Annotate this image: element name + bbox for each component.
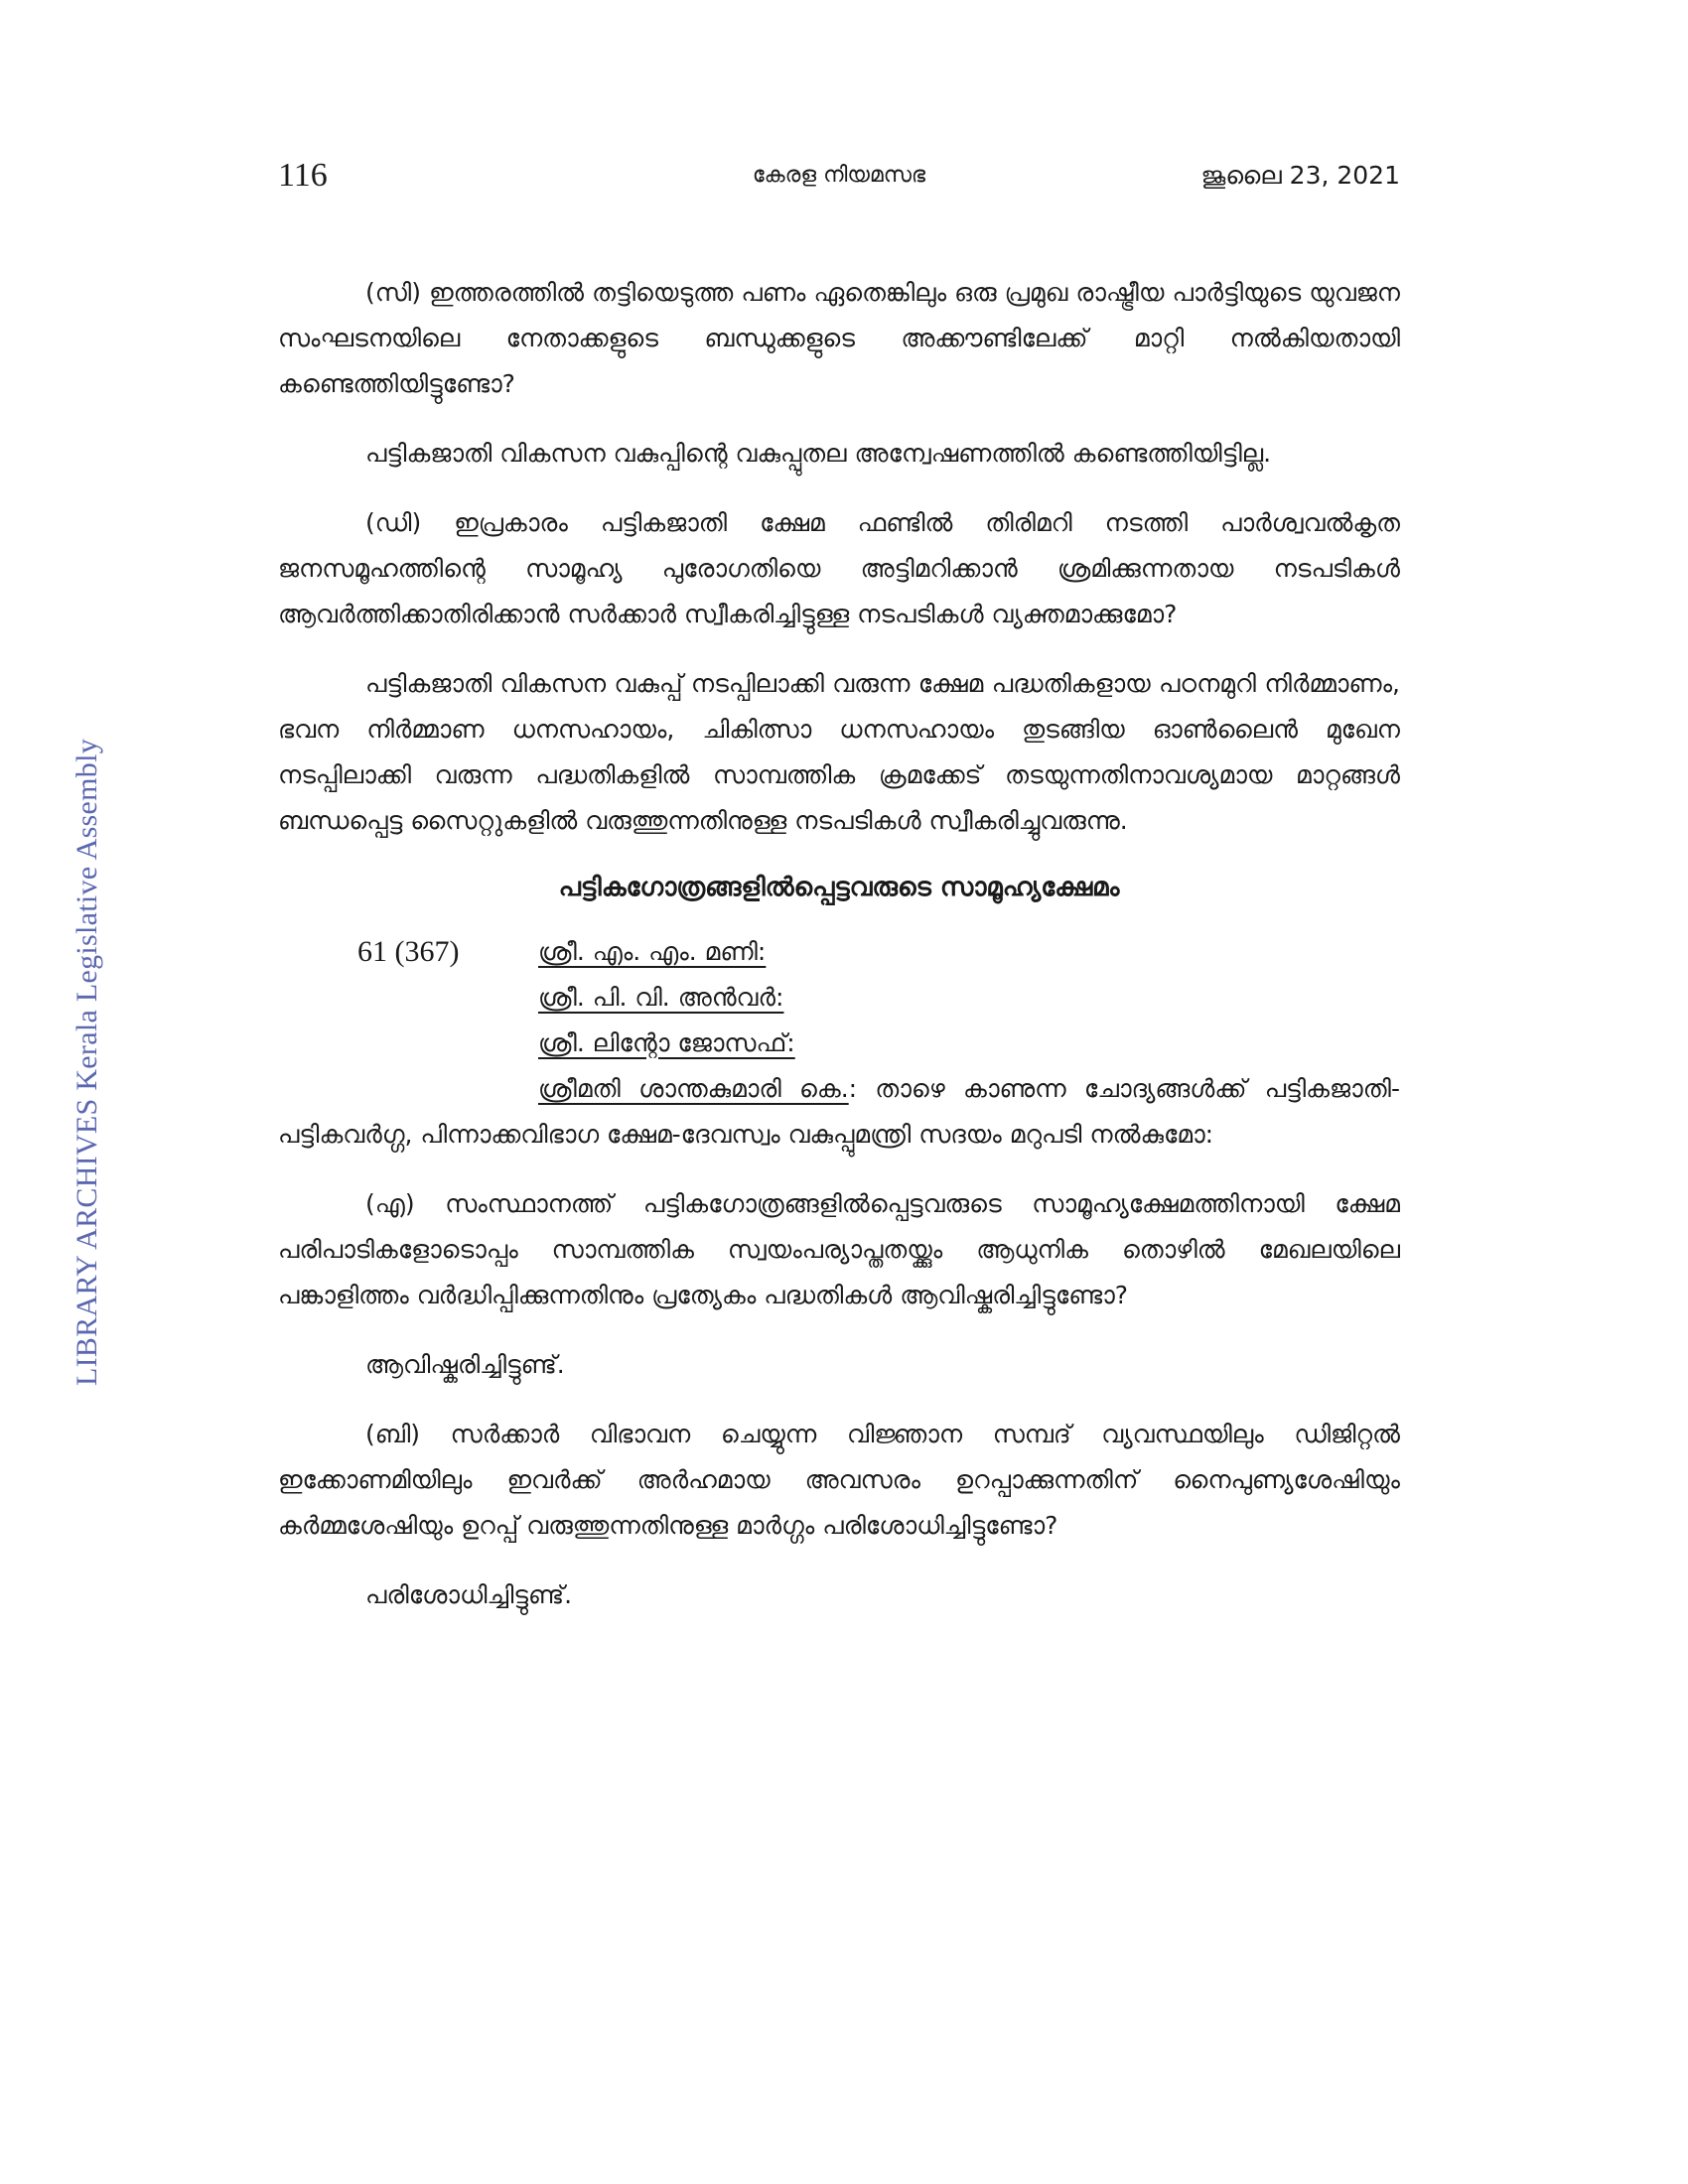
- member-name: ശ്രീ. ലിന്റോ ജോസഫ്:: [538, 1028, 795, 1057]
- member-name: ശ്രീ. പി. വി. അൻവർ:: [538, 983, 784, 1012]
- question-a: (എ) സംസ്ഥാനത്ത് പട്ടികഗോത്രങ്ങളിൽപ്പെട്ടവരുടെ സാമൂഹ്യക്ഷേമത്തിനായി ക്ഷേമ പരിപാടികളോടൊപ്പം സാമ്പത്തിക സ്വയംപര്യാപ്തതയ്ക്കും ആധുനിക തൊഴിൽ മേഖലയിലെ പങ്കാളിത്തം വർദ്ധിപ്പിക്കുന്നതിനും പ്രത്യേകം പദ്ധതികൾ ആവിഷ്കരിച്ചിട്ടുണ്ടോ?: [278, 1189, 1400, 1309]
- header-date: ജൂലൈ 23, 2021: [1200, 161, 1400, 190]
- section-heading: പട്ടികഗോത്രങ്ങളിൽപ്പെട്ടവരുടെ സാമൂഹ്യക്ഷേമം: [558, 873, 1120, 902]
- question-c: (സി) ഇത്തരത്തിൽ തട്ടിയെടുത്ത പണം ഏതെങ്കിലും ഒരു പ്രമുഖ രാഷ്ട്രീയ പാർട്ടിയുടെ യുവജന സംഘടനയിലെ നേതാക്കളുടെ ബന്ധുക്കളുടെ അക്കൗണ്ടിലേക്ക് മാറ്റി നൽകിയതായി കണ്ടെത്തിയിട്ടുണ്ടോ?: [278, 278, 1400, 398]
- answer-b: പരിശോധിച്ചിട്ടുണ്ട്.: [365, 1580, 573, 1609]
- question-intro-text: : താഴെ കാണുന്ന ചോദ്യങ്ങൾക്ക് പട്ടികജാതി-പട്ടികവർഗ്ഗ, പിന്നാക്കവിഭാഗ ക്ഷേമ-ദേവസ്വം വകുപ്പുമന്ത്രി സദയം മറുപടി നൽകുമോ:: [278, 1074, 1400, 1149]
- answer-a: ആവിഷ്കരിച്ചിട്ടുണ്ട്.: [365, 1350, 565, 1379]
- page-header: [278, 157, 1400, 206]
- answer-d: പട്ടികജാതി വികസന വകുപ്പ് നടപ്പിലാക്കി വരുന്ന ക്ഷേമ പദ്ധതികളായ പഠനമുറി നിർമ്മാണം, ഭവന നിർമ്മാണ ധനസഹായം, ചികിത്സാ ധനസഹായം തുടങ്ങിയ ഓൺലൈൻ മുഖേന നടപ്പിലാക്കി വരുന്ന പദ്ധതികളിൽ സാമ്പത്തിക ക്രമക്കേട് തടയുന്നതിനാവശ്യമായ മാറ്റങ്ങൾ ബന്ധപ്പെട്ട സൈറ്റുകളിൽ വരുത്തുന്നതിനുള്ള നടപടികൾ സ്വീകരിച്ചുവരുന്നു.: [278, 669, 1400, 835]
- answer-c: പട്ടികജാതി വികസന വകുപ്പിന്റെ വകുപ്പുതല അന്വേഷണത്തിൽ കണ്ടെത്തിയിട്ടില്ല.: [365, 439, 1272, 468]
- page-content: [278, 270, 1400, 1642]
- question-b: (ബി) സർക്കാർ വിഭാവന ചെയ്യുന്ന വിജ്ഞാന സമ്പദ് വ്യവസ്ഥയിലും ഡിജിറ്റൽ ഇക്കോണമിയിലും ഇവർക്ക് അർഹമായ അവസരം ഉറപ്പാക്കുന്നതിന് നൈപുണ്യശേഷിയും കർമ്മശേഷിയും ഉറപ്പ് വരുത്തുന്നതിനുള്ള മാർഗ്ഗം പരിശോധിച്ചിട്ടുണ്ടോ?: [278, 1420, 1400, 1540]
- header-title: കേരള നിയമസഭ: [752, 163, 926, 188]
- member-name: ശ്രീമതി ശാന്തകുമാരി കെ.: [538, 1074, 849, 1103]
- member-name: ശ്രീ. എം. എം. മണി:: [538, 937, 767, 966]
- question-d: (ഡി) ഇപ്രകാരം പട്ടികജാതി ക്ഷേമ ഫണ്ടിൽ തിരിമറി നടത്തി പാർശ്വവൽകൃത ജനസമൂഹത്തിന്റെ സാമൂഹ്യ പുരോഗതിയെ അട്ടിമറിക്കാൻ ശ്രമിക്കുന്നതായ നടപടികൾ ആവർത്തിക്കാതിരിക്കാൻ സർക്കാർ സ്വീകരിച്ചിട്ടുള്ള നടപടികൾ വ്യക്തമാക്കുമോ?: [278, 508, 1400, 628]
- question-number: 61 (367): [357, 935, 460, 968]
- page-number: 116: [278, 157, 328, 194]
- question-members: [278, 929, 1400, 1066]
- archive-watermark: LIBRARY ARCHIVES Kerala Legislative Assembly: [70, 738, 103, 1387]
- question-intro: [278, 1066, 1400, 1158]
